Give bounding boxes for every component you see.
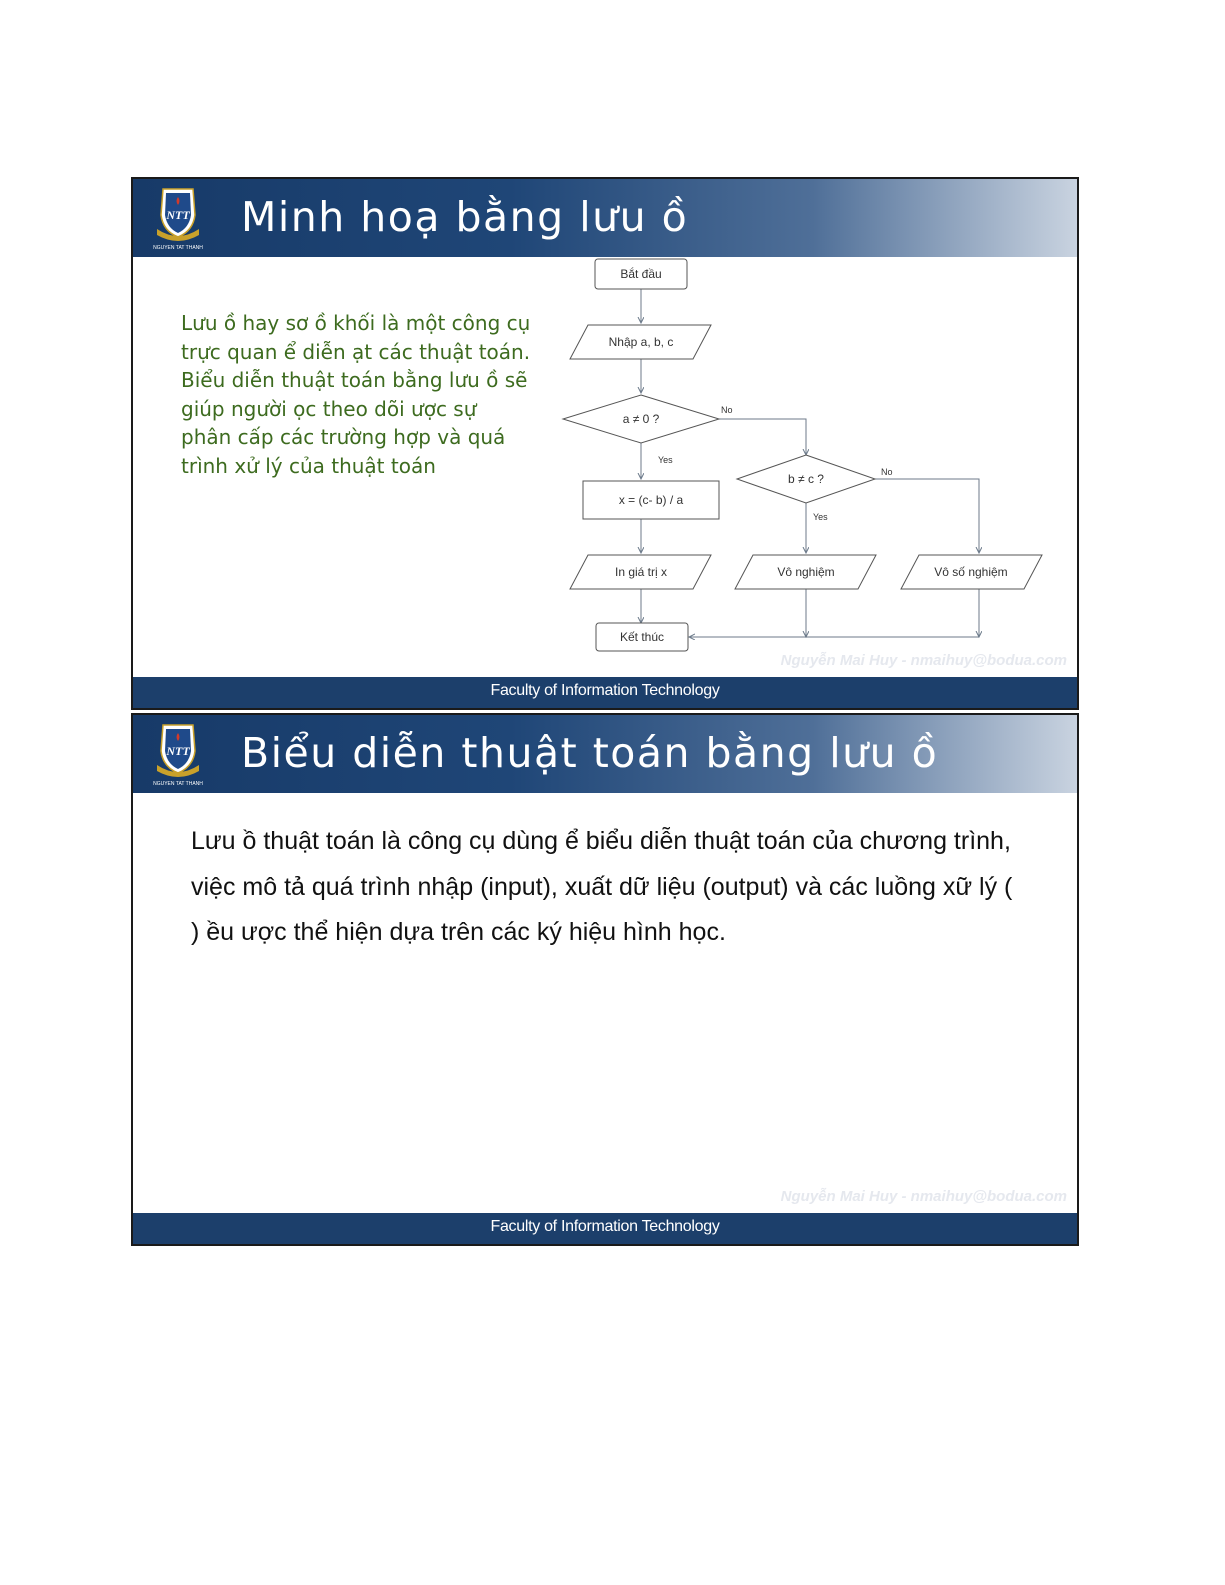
description-text: Lưu ồ hay sơ ồ khối là một công cụ trực quan ể diễn ạt các thuật toán. Biểu diễn thuật toán bằng lưu ồ sẽ giúp người ọc theo dõi ược sự phân cấp các trường hợp và quá trình xử lý của thuật toán bbox=[181, 311, 531, 478]
slide-footer bbox=[133, 677, 1077, 708]
university-logo-icon bbox=[143, 185, 213, 251]
slide-header bbox=[133, 715, 1077, 793]
svg-text:NGUYEN TAT THANH: NGUYEN TAT THANH bbox=[153, 781, 203, 787]
no-label-2: No bbox=[881, 467, 893, 477]
input-label: Nhập a, b, c bbox=[608, 335, 674, 349]
yes-label-1: Yes bbox=[658, 455, 673, 465]
start-label: Bắt đầu bbox=[620, 267, 662, 281]
university-logo-icon bbox=[143, 721, 213, 787]
infinite-label: Vô số nghiệm bbox=[934, 565, 1008, 579]
svg-text:NGUYEN TAT THANH: NGUYEN TAT THANH bbox=[153, 245, 203, 251]
watermark: Nguyễn Mai Huy - nmaihuy@bodua.com bbox=[780, 1188, 1067, 1205]
slide-2 bbox=[131, 713, 1079, 1246]
cond2-label: b ≠ c ? bbox=[788, 472, 824, 486]
svg-text:NTT: NTT bbox=[166, 208, 190, 222]
slide-header bbox=[133, 179, 1077, 257]
flowchart bbox=[553, 255, 1053, 655]
slide-1 bbox=[131, 177, 1079, 710]
body-text: Lưu ồ thuật toán là công cụ dùng ể biểu diễn thuật toán của chương trình, việc mô tả quá trình nhập (input), xuất dữ liệu (output) và các luồng xữ lý ( ) ều ược thể hiện dựa trên các ký hiệu hình học. bbox=[191, 827, 1013, 946]
slide-footer bbox=[133, 1213, 1077, 1244]
svg-text:NTT: NTT bbox=[166, 744, 190, 758]
calc-label: x = (c- b) / a bbox=[618, 493, 684, 507]
output-label: In giá trị x bbox=[614, 565, 668, 579]
no-label-1: No bbox=[721, 405, 733, 415]
slide-title: Minh hoạ bằng lưu ồ bbox=[241, 193, 689, 241]
cond1-label: a ≠ 0 ? bbox=[622, 412, 660, 426]
footer-text: Faculty of Information Technology bbox=[490, 682, 720, 699]
end-label: Kết thúc bbox=[619, 630, 665, 644]
watermark: Nguyễn Mai Huy - nmaihuy@bodua.com bbox=[780, 652, 1067, 669]
footer-text: Faculty of Information Technology bbox=[490, 1218, 720, 1235]
yes-label-2: Yes bbox=[813, 512, 828, 522]
no-solution-label: Vô nghiệm bbox=[777, 565, 835, 579]
slide-title: Biểu diễn thuật toán bằng lưu ồ bbox=[241, 729, 939, 777]
